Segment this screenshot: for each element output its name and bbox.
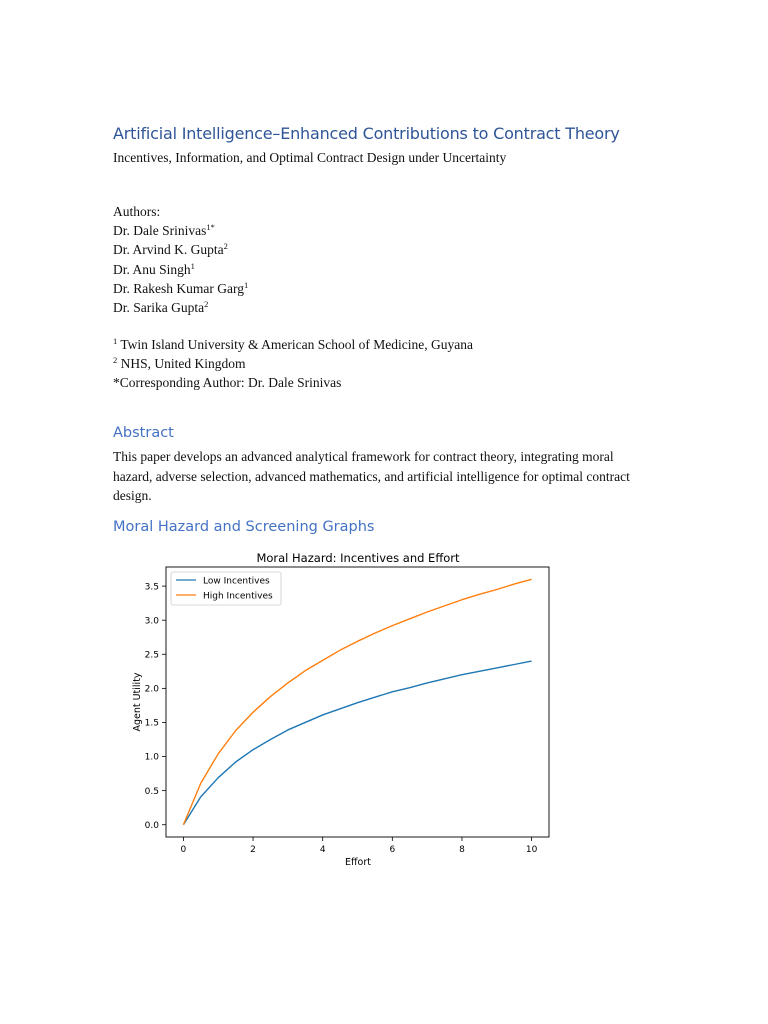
x-tick-label: 4	[319, 845, 326, 855]
paper-subtitle: Incentives, Information, and Optimal Contract Design under Uncertainty	[113, 150, 507, 165]
y-tick-label: 1.0	[144, 752, 159, 763]
y-tick-label: 2.0	[144, 684, 159, 695]
series-line-low-incentives	[183, 661, 531, 825]
y-tick-label: 1.5	[144, 718, 159, 729]
y-tick-label: 3.0	[144, 616, 159, 627]
corresponding-author: *Corresponding Author: Dr. Dale Srinivas	[113, 375, 342, 391]
author-name: Dr. Arvind K. Gupta	[113, 242, 224, 258]
author-name: Dr. Rakesh Kumar Garg	[113, 280, 244, 296]
affiliation-text: NHS, United Kingdom	[117, 356, 246, 372]
abstract-text: This paper develops an advanced analytical framework for contract theory, integrating moral hazard, adverse selection, advanced mathematics, and artificial intelligence for optimal contract design.	[113, 449, 630, 503]
affiliation-list	[113, 335, 473, 393]
legend-label-low: Low Incentives	[203, 576, 270, 587]
y-tick-label: 0.0	[144, 820, 159, 831]
author-entry	[113, 260, 248, 279]
y-axis-label: Agent Utility	[132, 672, 143, 732]
author-list	[113, 202, 248, 317]
author-mark: 2	[204, 299, 209, 310]
abstract-heading: Abstract	[113, 425, 174, 441]
author-name: Dr. Dale Srinivas	[113, 223, 207, 239]
x-tick-label: 2	[250, 845, 256, 855]
y-tick-label: 3.5	[144, 582, 159, 593]
y-tick-label: 2.5	[144, 650, 159, 661]
x-tick-label: 0	[180, 845, 187, 855]
paper-title: Artificial Intelligence–Enhanced Contributions to Contract Theory	[113, 124, 620, 143]
affiliation-text: Twin Island University & American School of Medicine, Guyana	[117, 337, 473, 352]
affiliation-mark: 1	[113, 336, 118, 346]
y-tick-label: 0.5	[144, 786, 159, 797]
author-name: Dr. Sarika Gupta	[113, 300, 205, 316]
legend-label-high: High Incentives	[203, 591, 273, 602]
author-mark: 2	[223, 241, 228, 252]
author-name: Dr. Anu Singh	[113, 261, 191, 277]
author-entry	[113, 240, 248, 259]
x-tick-label: 10	[525, 845, 538, 855]
authors-label: Authors:	[113, 204, 161, 219]
author-entry	[113, 279, 248, 298]
x-tick-label: 8	[459, 845, 465, 855]
author-mark: 1*	[206, 222, 215, 233]
author-entry	[113, 221, 248, 240]
author-entry	[113, 298, 248, 317]
chart-title: Moral Hazard: Incentives and Effort	[256, 551, 460, 565]
moral-hazard-chart	[125, 545, 565, 880]
chart-legend	[171, 572, 281, 605]
author-mark: 1	[190, 260, 195, 271]
chart-canvas	[125, 545, 565, 875]
x-axis-label: Effort	[345, 857, 371, 868]
affiliation-entry	[113, 335, 473, 354]
x-tick-label: 6	[389, 845, 396, 855]
author-mark: 1	[243, 279, 249, 290]
affiliation-entry	[113, 354, 473, 373]
affiliation-mark: 2	[113, 355, 118, 366]
section-heading: Moral Hazard and Screening Graphs	[113, 519, 375, 535]
